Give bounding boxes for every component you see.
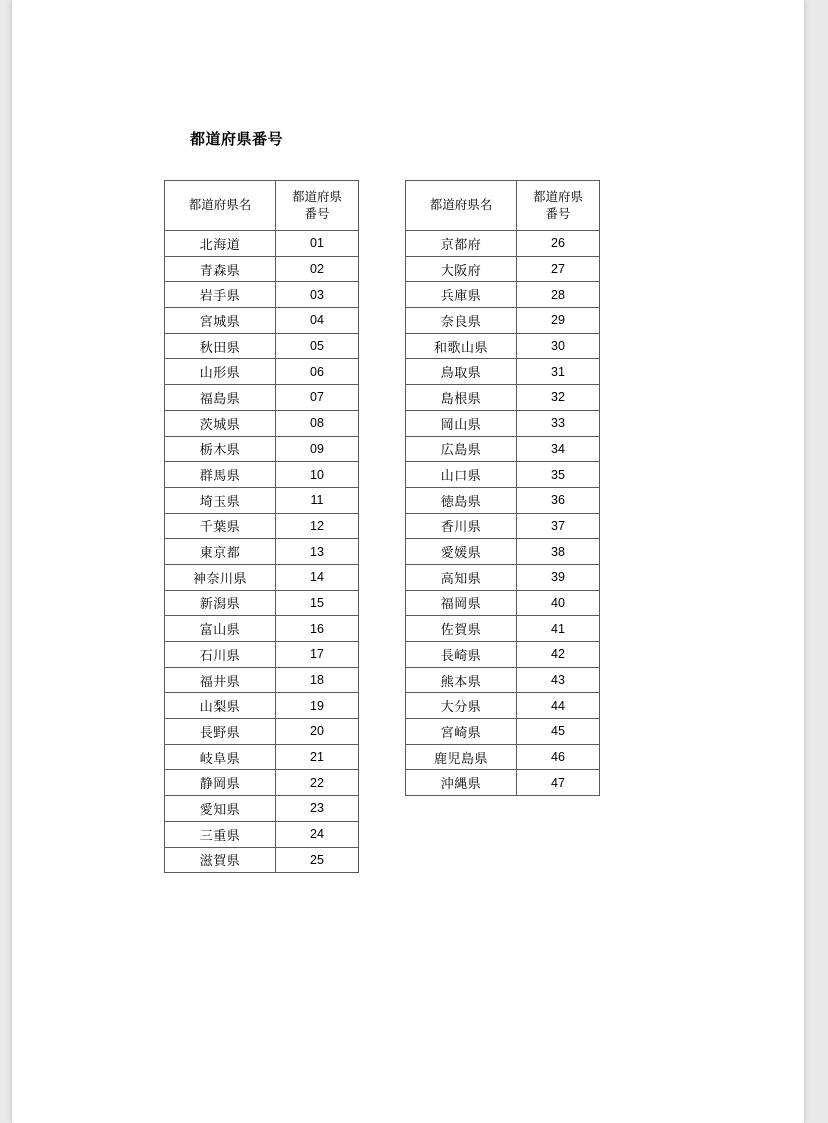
cell-prefecture-name: 福井県 bbox=[165, 667, 276, 693]
cell-prefecture-number: 20 bbox=[276, 719, 359, 745]
cell-prefecture-name: 宮城県 bbox=[165, 308, 276, 334]
table-row bbox=[165, 462, 359, 488]
table-row bbox=[406, 462, 600, 488]
cell-prefecture-name: 鹿児島県 bbox=[406, 744, 517, 770]
table-header-row bbox=[165, 181, 359, 231]
table-row bbox=[406, 719, 600, 745]
table-header-row bbox=[406, 181, 600, 231]
table-row bbox=[165, 256, 359, 282]
cell-prefecture-name: 山梨県 bbox=[165, 693, 276, 719]
cell-prefecture-name: 愛媛県 bbox=[406, 539, 517, 565]
cell-prefecture-name: 奈良県 bbox=[406, 308, 517, 334]
table-row bbox=[406, 333, 600, 359]
cell-prefecture-name: 愛知県 bbox=[165, 796, 276, 822]
cell-prefecture-name: 富山県 bbox=[165, 616, 276, 642]
cell-prefecture-number: 28 bbox=[517, 282, 600, 308]
column-header-number-line2: 番号 bbox=[545, 206, 571, 221]
table-row bbox=[165, 436, 359, 462]
cell-prefecture-name: 鳥取県 bbox=[406, 359, 517, 385]
cell-prefecture-name: 宮崎県 bbox=[406, 719, 517, 745]
table-row bbox=[406, 359, 600, 385]
cell-prefecture-name: 静岡県 bbox=[165, 770, 276, 796]
cell-prefecture-number: 37 bbox=[517, 513, 600, 539]
cell-prefecture-number: 38 bbox=[517, 539, 600, 565]
table-row bbox=[165, 385, 359, 411]
cell-prefecture-name: 兵庫県 bbox=[406, 282, 517, 308]
table-row bbox=[165, 667, 359, 693]
table-row bbox=[165, 282, 359, 308]
cell-prefecture-name: 和歌山県 bbox=[406, 333, 517, 359]
cell-prefecture-name: 岩手県 bbox=[165, 282, 276, 308]
cell-prefecture-number: 34 bbox=[517, 436, 600, 462]
column-header-prefecture-name: 都道府県名 bbox=[165, 181, 276, 231]
cell-prefecture-name: 滋賀県 bbox=[165, 847, 276, 873]
cell-prefecture-number: 24 bbox=[276, 821, 359, 847]
table-body-left bbox=[165, 231, 359, 873]
table-row bbox=[406, 256, 600, 282]
cell-prefecture-number: 09 bbox=[276, 436, 359, 462]
table-row bbox=[165, 616, 359, 642]
table-row bbox=[165, 821, 359, 847]
table-row bbox=[165, 410, 359, 436]
table-row bbox=[165, 308, 359, 334]
cell-prefecture-number: 06 bbox=[276, 359, 359, 385]
cell-prefecture-number: 42 bbox=[517, 642, 600, 668]
cell-prefecture-number: 35 bbox=[517, 462, 600, 488]
cell-prefecture-number: 46 bbox=[517, 744, 600, 770]
cell-prefecture-number: 02 bbox=[276, 256, 359, 282]
cell-prefecture-number: 04 bbox=[276, 308, 359, 334]
prefecture-table-right bbox=[405, 180, 600, 796]
table-row bbox=[406, 642, 600, 668]
cell-prefecture-name: 京都府 bbox=[406, 231, 517, 257]
cell-prefecture-name: 長野県 bbox=[165, 719, 276, 745]
column-header-prefecture-number bbox=[276, 181, 359, 231]
cell-prefecture-name: 三重県 bbox=[165, 821, 276, 847]
cell-prefecture-name: 大阪府 bbox=[406, 256, 517, 282]
table-row bbox=[406, 770, 600, 796]
table-row bbox=[165, 744, 359, 770]
cell-prefecture-number: 15 bbox=[276, 590, 359, 616]
table-row bbox=[165, 513, 359, 539]
cell-prefecture-number: 03 bbox=[276, 282, 359, 308]
cell-prefecture-number: 23 bbox=[276, 796, 359, 822]
cell-prefecture-number: 11 bbox=[276, 487, 359, 513]
table-row bbox=[406, 590, 600, 616]
table-row bbox=[165, 564, 359, 590]
table-row bbox=[406, 385, 600, 411]
cell-prefecture-name: 岡山県 bbox=[406, 410, 517, 436]
cell-prefecture-number: 29 bbox=[517, 308, 600, 334]
cell-prefecture-number: 30 bbox=[517, 333, 600, 359]
cell-prefecture-number: 22 bbox=[276, 770, 359, 796]
column-header-prefecture-number bbox=[517, 181, 600, 231]
table-row bbox=[406, 487, 600, 513]
cell-prefecture-name: 佐賀県 bbox=[406, 616, 517, 642]
cell-prefecture-name: 新潟県 bbox=[165, 590, 276, 616]
table-row bbox=[165, 487, 359, 513]
cell-prefecture-number: 10 bbox=[276, 462, 359, 488]
cell-prefecture-number: 13 bbox=[276, 539, 359, 565]
page-title: 都道府県番号 bbox=[190, 131, 284, 148]
table-row bbox=[406, 231, 600, 257]
cell-prefecture-name: 栃木県 bbox=[165, 436, 276, 462]
cell-prefecture-name: 埼玉県 bbox=[165, 487, 276, 513]
table-row bbox=[406, 564, 600, 590]
cell-prefecture-number: 12 bbox=[276, 513, 359, 539]
prefecture-tables bbox=[164, 180, 600, 873]
cell-prefecture-name: 福島県 bbox=[165, 385, 276, 411]
table-row bbox=[406, 308, 600, 334]
cell-prefecture-name: 東京都 bbox=[165, 539, 276, 565]
cell-prefecture-number: 43 bbox=[517, 667, 600, 693]
cell-prefecture-number: 40 bbox=[517, 590, 600, 616]
table-row bbox=[406, 693, 600, 719]
table-row bbox=[406, 667, 600, 693]
table-row bbox=[165, 539, 359, 565]
cell-prefecture-name: 秋田県 bbox=[165, 333, 276, 359]
cell-prefecture-name: 石川県 bbox=[165, 642, 276, 668]
cell-prefecture-name: 大分県 bbox=[406, 693, 517, 719]
cell-prefecture-name: 長崎県 bbox=[406, 642, 517, 668]
cell-prefecture-number: 36 bbox=[517, 487, 600, 513]
cell-prefecture-number: 41 bbox=[517, 616, 600, 642]
table-row bbox=[165, 847, 359, 873]
cell-prefecture-number: 01 bbox=[276, 231, 359, 257]
cell-prefecture-number: 47 bbox=[517, 770, 600, 796]
prefecture-table-left bbox=[164, 180, 359, 873]
cell-prefecture-number: 31 bbox=[517, 359, 600, 385]
cell-prefecture-name: 山形県 bbox=[165, 359, 276, 385]
table-row bbox=[406, 410, 600, 436]
table-row bbox=[406, 616, 600, 642]
table-row bbox=[165, 796, 359, 822]
cell-prefecture-number: 45 bbox=[517, 719, 600, 745]
cell-prefecture-name: 香川県 bbox=[406, 513, 517, 539]
cell-prefecture-name: 沖縄県 bbox=[406, 770, 517, 796]
cell-prefecture-name: 北海道 bbox=[165, 231, 276, 257]
cell-prefecture-name: 熊本県 bbox=[406, 667, 517, 693]
cell-prefecture-name: 神奈川県 bbox=[165, 564, 276, 590]
cell-prefecture-name: 広島県 bbox=[406, 436, 517, 462]
cell-prefecture-number: 08 bbox=[276, 410, 359, 436]
table-row bbox=[406, 282, 600, 308]
table-row bbox=[165, 590, 359, 616]
cell-prefecture-name: 徳島県 bbox=[406, 487, 517, 513]
column-header-prefecture-name: 都道府県名 bbox=[406, 181, 517, 231]
cell-prefecture-number: 21 bbox=[276, 744, 359, 770]
cell-prefecture-name: 島根県 bbox=[406, 385, 517, 411]
table-row bbox=[406, 539, 600, 565]
table-row bbox=[165, 642, 359, 668]
cell-prefecture-number: 16 bbox=[276, 616, 359, 642]
cell-prefecture-number: 32 bbox=[517, 385, 600, 411]
cell-prefecture-number: 18 bbox=[276, 667, 359, 693]
table-row bbox=[165, 770, 359, 796]
cell-prefecture-number: 07 bbox=[276, 385, 359, 411]
cell-prefecture-name: 千葉県 bbox=[165, 513, 276, 539]
column-header-number-line1: 都道府県 bbox=[291, 189, 342, 204]
cell-prefecture-name: 高知県 bbox=[406, 564, 517, 590]
cell-prefecture-name: 青森県 bbox=[165, 256, 276, 282]
cell-prefecture-name: 岐阜県 bbox=[165, 744, 276, 770]
cell-prefecture-number: 39 bbox=[517, 564, 600, 590]
table-row bbox=[406, 513, 600, 539]
cell-prefecture-number: 05 bbox=[276, 333, 359, 359]
cell-prefecture-number: 26 bbox=[517, 231, 600, 257]
cell-prefecture-number: 14 bbox=[276, 564, 359, 590]
cell-prefecture-number: 19 bbox=[276, 693, 359, 719]
cell-prefecture-number: 33 bbox=[517, 410, 600, 436]
document-page bbox=[12, 0, 804, 1123]
column-header-number-line2: 番号 bbox=[304, 206, 330, 221]
cell-prefecture-name: 群馬県 bbox=[165, 462, 276, 488]
table-row bbox=[165, 693, 359, 719]
cell-prefecture-name: 茨城県 bbox=[165, 410, 276, 436]
table-row bbox=[165, 719, 359, 745]
cell-prefecture-number: 27 bbox=[517, 256, 600, 282]
cell-prefecture-name: 福岡県 bbox=[406, 590, 517, 616]
cell-prefecture-number: 25 bbox=[276, 847, 359, 873]
table-body-right bbox=[406, 231, 600, 796]
column-header-number-line1: 都道府県 bbox=[532, 189, 583, 204]
table-row bbox=[406, 744, 600, 770]
table-row bbox=[406, 436, 600, 462]
table-row bbox=[165, 359, 359, 385]
cell-prefecture-number: 17 bbox=[276, 642, 359, 668]
cell-prefecture-name: 山口県 bbox=[406, 462, 517, 488]
table-row bbox=[165, 333, 359, 359]
cell-prefecture-number: 44 bbox=[517, 693, 600, 719]
table-row bbox=[165, 231, 359, 257]
